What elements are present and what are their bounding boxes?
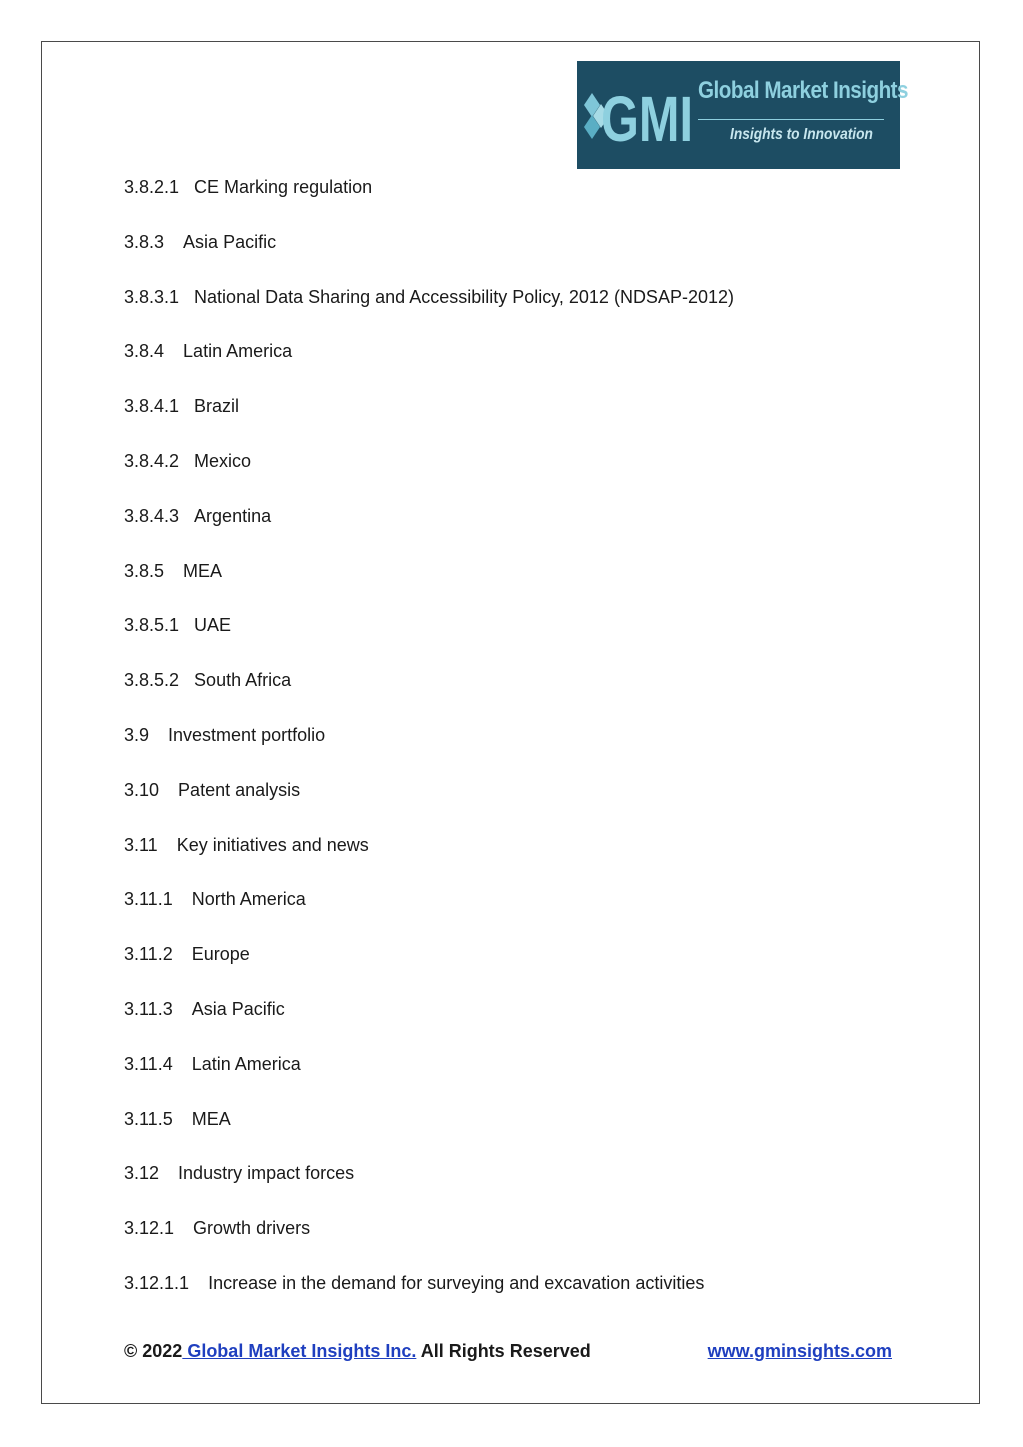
- toc-number: 3.10: [124, 779, 160, 800]
- footer-copyright: [124, 1337, 591, 1365]
- toc-number: 3.8.5.1: [124, 615, 180, 636]
- toc-item: [124, 942, 734, 997]
- logo-divider: [698, 119, 884, 120]
- toc-item: [124, 1107, 734, 1162]
- toc-number: 3.8.4.2: [124, 450, 180, 471]
- toc-item: [124, 175, 734, 230]
- toc-number: 3.11: [124, 834, 158, 855]
- company-link[interactable]: Global Market Insights Inc.: [182, 1341, 417, 1361]
- toc-item: [124, 723, 734, 778]
- toc-item: [124, 230, 734, 285]
- rights-text: All Rights Reserved: [416, 1341, 591, 1361]
- toc-item: [124, 1271, 734, 1326]
- toc-label: South Africa: [194, 670, 292, 691]
- toc-item: [124, 285, 734, 340]
- toc-label: UAE: [194, 615, 232, 636]
- website-link[interactable]: www.gminsights.com: [707, 1341, 892, 1361]
- gmi-logo-mark-icon: [583, 75, 695, 155]
- toc-label: Patent analysis: [178, 779, 301, 800]
- toc-label: Growth drivers: [193, 1218, 311, 1239]
- logo-letters: GMI: [601, 83, 693, 155]
- toc-item: [124, 1216, 734, 1271]
- toc-number: 3.11.2: [124, 944, 173, 965]
- toc-label: CE Marking regulation: [194, 177, 373, 197]
- toc-label: Mexico: [194, 450, 252, 471]
- toc-number: 3.8.4.1: [124, 396, 180, 417]
- toc-number: 3.11.5: [124, 1108, 173, 1129]
- toc-item: [124, 1052, 734, 1107]
- toc-item: [124, 997, 734, 1052]
- toc-number: 3.12: [124, 1163, 160, 1184]
- toc-number: 3.8.5.2: [124, 670, 180, 691]
- company-logo: [577, 61, 909, 169]
- toc-number: 3.11.1: [124, 889, 173, 910]
- toc-label: MEA: [183, 560, 223, 581]
- toc-label: Latin America: [183, 341, 293, 362]
- toc-number: 3.12.1.1: [124, 1272, 190, 1293]
- table-of-contents: [124, 175, 734, 1326]
- toc-item: [124, 394, 734, 449]
- toc-item: [124, 449, 734, 504]
- toc-label: Argentina: [194, 505, 272, 526]
- toc-label: Increase in the demand for surveying and excavation activities: [208, 1272, 705, 1293]
- toc-item: [124, 1161, 734, 1216]
- toc-label: National Data Sharing and Accessibility Policy, 2012 (NDSAP-2012): [194, 286, 734, 307]
- logo-tagline: Insights to Innovation: [730, 126, 873, 143]
- toc-item: [124, 559, 734, 614]
- toc-number: 3.8.4.3: [124, 505, 180, 526]
- toc-number: 3.8.4: [124, 341, 165, 362]
- page-footer: [124, 1337, 892, 1365]
- toc-item: [124, 833, 734, 888]
- copyright-year: © 2022: [124, 1341, 183, 1361]
- toc-label: Asia Pacific: [183, 231, 277, 252]
- toc-number: 3.8.5: [124, 560, 165, 581]
- toc-label: Investment portfolio: [168, 724, 326, 745]
- toc-label: Brazil: [194, 396, 240, 417]
- toc-number: 3.8.2.1: [124, 177, 180, 197]
- toc-item: [124, 504, 734, 559]
- toc-item: [124, 778, 734, 833]
- toc-label: Latin America: [191, 1053, 301, 1074]
- toc-number: 3.12.1: [124, 1218, 175, 1239]
- toc-item: [124, 668, 734, 723]
- toc-number: 3.8.3: [124, 231, 165, 252]
- logo-company-name: Global Market Insights: [698, 77, 909, 104]
- toc-label: North America: [191, 889, 306, 910]
- toc-number: 3.9: [124, 724, 150, 745]
- toc-label: Europe: [191, 944, 250, 965]
- toc-number: 3.11.4: [124, 1053, 173, 1074]
- toc-item: [124, 613, 734, 668]
- toc-label: Key initiatives and news: [176, 834, 369, 855]
- toc-item: [124, 339, 734, 394]
- toc-label: MEA: [191, 1108, 231, 1129]
- toc-number: 3.11.3: [124, 998, 173, 1019]
- toc-number: 3.8.3.1: [124, 286, 180, 307]
- toc-label: Asia Pacific: [191, 998, 285, 1019]
- toc-label: Industry impact forces: [178, 1163, 355, 1184]
- toc-item: [124, 887, 734, 942]
